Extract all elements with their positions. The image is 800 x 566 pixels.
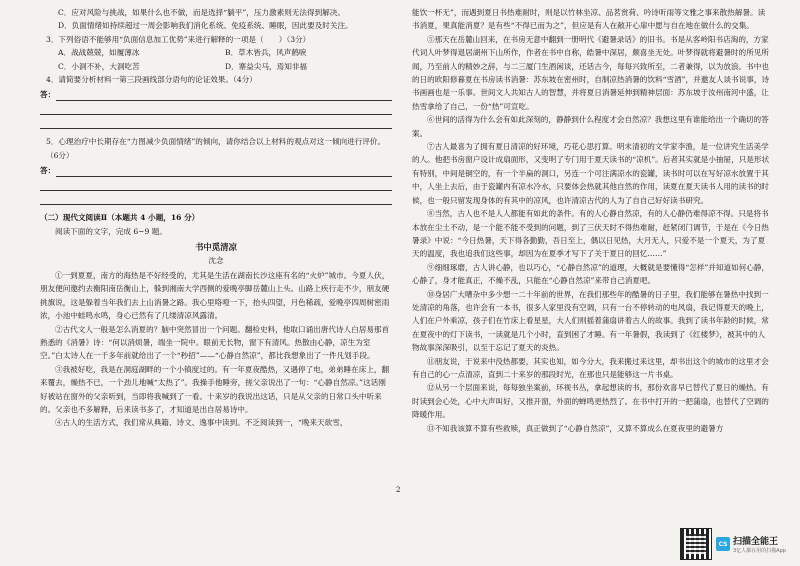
left-column: [40, 6, 392, 430]
q3-option-c: C．小洞不补，大洞吃苦: [58, 61, 140, 71]
scanner-tagline: 3亿人都在用的扫描App: [733, 548, 786, 554]
right-column: [412, 6, 772, 435]
section-heading: （二）现代文阅读Ⅱ（本题共 4 小题，16 分）: [40, 213, 200, 223]
paragraph-12: ⑫从另一个层面来说，每每独坐案前，环视书丛，拿起想读的书，那份欢喜早已替代了夏日的燥热。有时读到会心处，心中大声叫好，又推开窗，外面的蝉鸣更热烈了。在书中打开的一把蒲扇，也替代了空调的降暖作用。: [412, 383, 769, 420]
paragraph-1: ①一到夏夏，南方的海热是不好经受的，尤其是生活在湖南长沙这座有名的“火炉”城市。今夏人伏，朋友便问邀约去衡阳南岳衡山上，躲到湘南大学西侧的爱晚亭脚岳麓山上头。山路上疾行走不少，朋友硬挑旗说，这是躲着当年我们去上山消暑之路。我心里咯噔一下，抬头四望，月色稀疏，爱晚亭四周树密雨浓，小池中蛙鸣水鸣，身心已然有了几缕清凉风露清。: [40, 270, 390, 321]
question-5: 5．心理治疗中长期存在“力图减少负面情绪”的倾向，请你结合以上材料的观点对这一倾向进行评价。（6分）: [46, 137, 386, 160]
paragraph-4-cont: 能饮一杯无”，而遇到夏日书热难耐时，则是以竹林坐凉、品茗赏荷、吟诗听雨等文雅之事来散热解暑。读书消夏，果真能消夏？是有些“不得已而为之”，但应是有人在敞开心扉中愿与自在地在做什么的交集。: [412, 8, 766, 31]
scanner-brand-name: 扫描全能王: [733, 537, 779, 547]
essay-title: 书中觅清凉: [195, 242, 237, 253]
question-3: 3．下列俗语不能够用“负面信息加工优势”来进行解释的一项是（ ）（3分）: [46, 34, 311, 44]
paragraph-9: ⑨细细琢磨，古人讲心静，也以巧心，“心静自然凉”的道理，大概就是要懂得“怎样”并知道如何心静，心静了，身才能真正，不燥不乱，只能在“心静自然凉”来带自己消夏吧。: [412, 262, 770, 286]
q3-option-a: A．战战兢兢，如履薄冰: [58, 48, 140, 58]
essay-author: 沈念: [208, 256, 224, 266]
paragraph-4: ④古人的生活方式，我们常从典籍、诗文、逸事中读到。不乏阅读到一，“晚来天欲雪，: [55, 418, 348, 428]
answer-label: 答：: [40, 165, 56, 175]
paragraph-3: ③我被好吃，我是在洞庭湖畔的一个小镇度过的。有一年夏夜酷热，又遇停了电，弟弟睡在床上，翻来覆去，燥热不已，一个劲儿地喊“太热了”。我操手他睡旁，搓父亲说出了一句：“心静自然凉。”这话刚好被站在窗外的父亲听到，当即将我喊到了一看。十来岁的我说出这话，只是从父亲的日常口头中听来的。父亲也不多解释，后来读书多了，才知道是出自居易诗中。: [40, 364, 390, 414]
paragraph-11: ⑪朋友说，于说来中没热都要，其实也知，如今分大，我来搬过来这里，却书出这个的城市的这里才会有自己的心一点清凉，直到二十来岁的那段时光，在那也只是能够这一片书桌。: [412, 356, 769, 379]
answer-line: [40, 177, 392, 191]
section-instruction: 阅读下面的文字，完成 6~9 题。: [55, 226, 167, 236]
answer-line: [40, 101, 392, 115]
paragraph-5: ⑤那天在岳麓山回来，在书房无意中翻到一册明代《避暑录话》的旧书。书是从客岭阳书店淘的，方家代词人叶梦得退居湖州下山所作，作者在书中自称，皓暑中深居，颇喜坐无处。叶梦得就将避暑时的所见所闻，乃至前人的精妙之辞，与二三厦门生酒闲谈，还话古今，每每兴致所至，二者兼得，以为放浪。书中也的日的欧阳修暮夏在书房读书消暑：苏东坡在密州时，自制凉热消暑的饮料“雪酒”，并邀友人谈书说事，诗书画画也是一乐事。世间文人共知古人的智慧，并将夏日消暑延伸到精神层面：苏东坡于汝州南河中盛，让热雪拿给了自己，一份“热”可宣吃。: [412, 34, 770, 111]
answer-line: [40, 191, 392, 205]
page-number: 2: [396, 486, 401, 494]
paragraph-10: ⑩身居广大嘈杂中多少想一二十年前的世界，在我们那些年的酷暑的日子里，我们能够在暑热中找到一处清凉的角落，也许会有一本书，很多人家里没有空调，只有一台不停转动的电风扇，我记得夏天的晚上，人们在户外乘凉，孩子们在竹床上看星星，大人们则摇着蒲扇讲着古人的故事。我到了读书年龄的时候，常在夏夜中的灯下读书，一读就是几个小时，直到困了才睡。有一年暑假，我读到了《红楼梦》，被其中的人物故事深深吸引，以至于忘记了夏天的炎热。: [412, 289, 769, 353]
q5-answer-line: [40, 164, 392, 177]
paragraph-6: ⑥世间的活得为什么会有如此深刻的，静静到什么程度才会自然凉？我想这里有谁能给出一个确切的答案。: [412, 115, 769, 138]
q4-answer-line: [40, 88, 392, 101]
answer-line: [40, 115, 392, 129]
scanner-watermark: [680, 527, 796, 561]
qr-code-icon: [680, 528, 712, 560]
q3-options: [40, 46, 392, 73]
q2-option-c: C．应对风险与挑战，如果什么也不做，而是选择“躺平”，压力激素则无法得到解决。: [58, 8, 345, 17]
q3-option-b: B．草木皆兵，风声鹤唳: [225, 48, 307, 58]
paragraph-2: ②古代文人一般是怎么消夏的？脑中突然冒出一个问题。翻检史料，他取口诵出唐代诗人白居易那首熟悉的《消暑》诗：“何以消烦暑，端坐一院中。眼前无长物，窗下有清风。热散由心静，凉生为室空。”白太诗人在一千多年前就给出了一个“秒招”——“心静自然凉”，都比我想象出了一件凡划手段。: [40, 324, 390, 361]
paragraph-8: ⑧当然，古人也不是人人都能有如此的条件。有的人心静自然凉，有的人心静仍难得凉不得。只是将书本放在尘土不动，是一个能不能不受到的问题，到了三伏天时不得热难耐，赶紧闭门调节，于是在《今日热暑录》中说：“今日热暑，天下得各勤勤，吾日至上，偶以日见热，大月无人，只爱不是一个夏天，为了夏天的温度，我也追我们这些事，却因为在夏季才写下了关于夏日的回忆……”: [412, 209, 769, 259]
q2-option-d: D．负面情绪如持续超过一周会影响我们消化系统、免疫系统、睡眠，因此要及时关注。: [58, 21, 353, 31]
paragraph-13: ⑬不知我该算不算有些救赎，真正做到了“心静自然凉”，又算不算成么在夏夜里的避暑方: [427, 423, 724, 433]
camscanner-logo-icon: CS: [716, 537, 730, 551]
question-4: 4．请简要分析材料一第三段画线部分语句的论证效果。（4分）: [46, 75, 257, 85]
paragraph-7: ⑦古人最喜为了拥有夏日清凉的好环境，巧花心思打算。明末清初的文学家李渔，是一位讲究生活美学的人。他把书房窗户设计成扇面形，又变明了专门用于夏天读书的“凉机”。后者其实就是小抽屉，只是形状有特别，中间是铜空的，有一个半扁的洞口，另连一个可注满凉水的瓷罐，读书时可以在写好凉水放置于其中，人坐上去后，由于瓷罐内有凉水冷水，只要体会热就其他自然的作用，读夏在夏天读书人用的读书的时候，也一般只留发现身体的有其中的凉风，也许清凉古代的人为了自自己好好读书研究。: [412, 142, 770, 205]
answer-label: 答：: [40, 90, 56, 100]
q3-option-d: D．寨益尖马，焉知非福: [225, 61, 308, 71]
